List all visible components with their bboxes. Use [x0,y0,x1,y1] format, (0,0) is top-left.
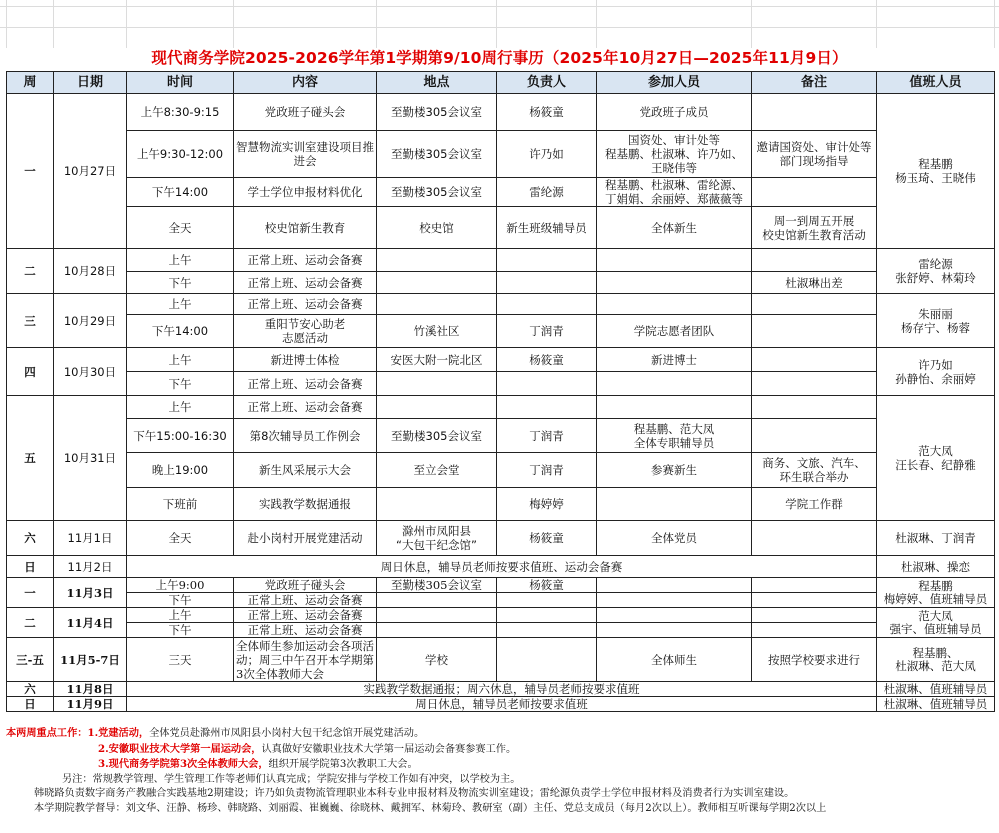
header-time: 时间 [127,72,234,94]
time-cell: 上午 [127,396,234,419]
time-cell: 晚上19:00 [127,453,234,488]
notes-cell: 按照学校要求进行 [752,638,877,682]
participants-cell [597,272,752,294]
notes-cell [752,608,877,623]
participants-cell: 全体党员 [597,521,752,556]
place-cell: 至勤楼305会议室 [377,578,497,593]
header-date: 日期 [54,72,127,94]
table-row [7,638,995,682]
notes-cell [752,593,877,608]
content-cell: 正常上班、运动会备赛 [234,294,377,315]
table-row [7,94,995,131]
date-cell: 10月28日 [54,249,127,294]
weekday-cell: 六 [7,682,54,697]
table-row [7,608,995,623]
content-cell: 实践教学数据通报 [234,488,377,521]
table-row [7,372,995,396]
notes-cell: 邀请国资处、审计处等部门现场指导 [752,131,877,178]
place-cell [377,396,497,419]
participants-cell [597,249,752,272]
table-row [7,131,995,178]
duty-cell: 程基鹏、 杜淑琳、范大凤 [877,638,995,682]
participants-cell: 学院志愿者团队 [597,315,752,348]
time-cell: 下午 [127,623,234,638]
lead-cell [497,294,597,315]
place-cell: 竹溪社区 [377,315,497,348]
lead-cell [497,623,597,638]
lead-cell: 杨筱童 [497,521,597,556]
content-cell: 智慧物流实训室建设项目推进会 [234,131,377,178]
time-cell: 下午 [127,372,234,396]
notes-cell [752,623,877,638]
duty-cell: 程基鹏 梅婷婷、值班辅导员 [877,578,995,608]
participants-cell: 国资处、审计处等 程基鹏、杜淑琳、许乃如、 王晓伟等 [597,131,752,178]
lead-cell [497,593,597,608]
content-cell: 正常上班、运动会备赛 [234,623,377,638]
table-row [7,593,995,608]
note-line-3 [6,757,996,773]
table-row [7,521,995,556]
duty-cell: 杜淑琳、操恋 [877,556,995,578]
duty-cell: 杜淑琳、值班辅导员 [877,682,995,697]
notes-cell [752,315,877,348]
lead-cell: 许乃如 [497,131,597,178]
table-row [7,488,995,521]
note-item-1-title: 1.党建活动， [87,727,150,739]
lead-cell: 杨筱童 [497,348,597,372]
note-heading: 本两周重点工作： [6,727,88,739]
lead-cell: 杨筱童 [497,94,597,131]
place-cell [377,593,497,608]
note-item-3-title: 3.现代商务学院第3次全体教师大会， [98,758,269,771]
time-cell: 上午 [127,294,234,315]
date-cell: 10月27日 [54,94,127,249]
table-row [7,315,995,348]
participants-cell: 参赛新生 [597,453,752,488]
note-item-1-text: 全体党员赴滁州市凤阳县小岗村大包干纪念馆开展党建活动。 [149,728,425,739]
content-cell: 第8次辅导员工作例会 [234,419,377,453]
table-row [7,249,995,272]
participants-cell: 新进博士 [597,348,752,372]
notes-cell: 学院工作群 [752,488,877,521]
lead-cell: 杨筱童 [497,578,597,593]
place-cell [377,623,497,638]
weekday-cell: 二 [7,608,54,638]
schedule-table [6,71,995,712]
content-cell: 正常上班、运动会备赛 [234,249,377,272]
lead-cell: 丁润青 [497,315,597,348]
table-row [7,697,995,712]
content-cell: 赴小岗村开展党建活动 [234,521,377,556]
content-cell: 重阳节安心助老 志愿活动 [234,315,377,348]
place-cell [377,249,497,272]
table-row [7,556,995,578]
weekday-cell: 三 [7,294,54,348]
participants-cell: 全体新生 [597,207,752,249]
notes-cell [752,419,877,453]
weekday-cell: 四 [7,348,54,396]
content-cell: 校史馆新生教育 [234,207,377,249]
participants-cell [597,396,752,419]
content-cell: 新进博士体检 [234,348,377,372]
duty-cell: 程基鹏 杨玉琦、王晓伟 [877,94,995,249]
duty-cell: 范大凤 汪长春、纪静雅 [877,396,995,521]
time-cell: 上午9:00 [127,578,234,593]
weekday-cell: 日 [7,556,54,578]
weekday-cell: 五 [7,396,54,521]
date-cell: 10月29日 [54,294,127,348]
weekday-cell: 日 [7,697,54,712]
date-cell: 10月30日 [54,348,127,396]
lead-cell: 新生班级辅导员 [497,207,597,249]
header-lead: 负责人 [497,72,597,94]
date-cell: 11月4日 [54,608,127,638]
notes-cell [752,521,877,556]
date-cell: 11月8日 [54,682,127,697]
note-item-3-text: 组织开展学院第3次教职工大会。 [268,759,418,771]
time-cell: 三天 [127,638,234,682]
duty-cell: 杜淑琳、值班辅导员 [877,697,995,712]
table-row [7,396,995,419]
note-line-5: 韩晓路负责数字商务产教融合实践基地2期建设；许乃如负责物流管理职业本科专业申报材料及物流实训室建设；雷纶源负责学士学位申报材料及消费者行为实训室建设。 [34,788,795,800]
table-row [7,207,995,249]
page-title: 现代商务学院2025-2026学年第1学期第9/10周行事历（2025年10月27日—2025年11月9日） [151,49,848,67]
note-line-1 [6,726,996,742]
content-cell: 党政班子碰头会 [234,578,377,593]
lead-cell [497,372,597,396]
content-cell: 正常上班、运动会备赛 [234,608,377,623]
note-line-6: 本学期院教学督导：刘文华、汪静、杨珍、韩晓路、刘丽霞、崔巍巍、徐晓林、戴拥军、林菊玲、教研室（副）主任、党总支成员（每月2次以上）。教师相互听课每学期2次以上 [34,802,827,814]
table-row [7,419,995,453]
content-cell: 周日休息，辅导员老师按要求值班、运动会备赛 [127,556,877,578]
participants-cell: 程基鹏、范大凤 全体专职辅导员 [597,419,752,453]
content-cell: 新生风采展示大会 [234,453,377,488]
content-cell: 实践教学数据通报；周六休息，辅导员老师按要求值班 [127,682,877,697]
note-item-2-text: 认真做好安徽职业技术大学第一届运动会备赛参赛工作。 [261,743,517,755]
place-cell: 至立会堂 [377,453,497,488]
content-cell: 正常上班、运动会备赛 [234,396,377,419]
time-cell: 上午9:30-12:00 [127,131,234,178]
duty-cell: 许乃如 孙静怡、余丽婷 [877,348,995,396]
time-cell: 下午15:00-16:30 [127,419,234,453]
place-cell: 滁州市凤阳县 “大包干纪念馆” [377,521,497,556]
participants-cell: 全体师生 [597,638,752,682]
lead-cell: 丁润青 [497,419,597,453]
place-cell [377,272,497,294]
table-row [7,272,995,294]
content-cell: 正常上班、运动会备赛 [234,593,377,608]
time-cell: 全天 [127,521,234,556]
place-cell: 学校 [377,638,497,682]
time-cell: 全天 [127,207,234,249]
notes-cell: 周一到周五开展 校史馆新生教育活动 [752,207,877,249]
duty-cell: 雷纶源 张舒婷、林菊玲 [877,249,995,294]
notes-cell [752,249,877,272]
notes-cell: 商务、文旅、汽车、 环生联合举办 [752,453,877,488]
participants-cell [597,294,752,315]
participants-cell [597,578,752,593]
participants-cell [597,623,752,638]
time-cell: 下班前 [127,488,234,521]
place-cell [377,294,497,315]
date-cell: 10月31日 [54,396,127,521]
table-row [7,623,995,638]
header-place: 地点 [377,72,497,94]
content-cell: 党政班子碰头会 [234,94,377,131]
participants-cell [597,488,752,521]
place-cell: 至勤楼305会议室 [377,131,497,178]
note-line-4: 另注：常规教学管理、学生管理工作等老师们认真完成；学院安排与学校工作如有冲突，以学校为主。 [62,773,521,785]
date-cell: 11月2日 [54,556,127,578]
content-cell: 正常上班、运动会备赛 [234,272,377,294]
notes-cell [752,178,877,207]
notes-cell [752,348,877,372]
notes-cell [752,578,877,593]
lead-cell: 丁润青 [497,453,597,488]
notes-cell [752,294,877,315]
lead-cell [497,608,597,623]
table-row [7,578,995,593]
duty-cell: 范大凤 强宇、值班辅导员 [877,608,995,638]
participants-cell: 程基鹏、杜淑琳、雷纶源、 丁娟娟、余丽婷、郑薇薇等 [597,178,752,207]
notes-cell [752,396,877,419]
place-cell: 至勤楼305会议室 [377,178,497,207]
table-row [7,348,995,372]
time-cell: 上午 [127,348,234,372]
place-cell: 安医大附一院北区 [377,348,497,372]
lead-cell [497,272,597,294]
place-cell [377,488,497,521]
participants-cell [597,608,752,623]
notes-cell [752,372,877,396]
key-work-notes [6,726,996,817]
note-line-2 [6,742,996,758]
place-cell: 至勤楼305会议室 [377,94,497,131]
lead-cell: 梅婷婷 [497,488,597,521]
header-content: 内容 [234,72,377,94]
lead-cell: 雷纶源 [497,178,597,207]
time-cell: 下午 [127,272,234,294]
table-row [7,178,995,207]
notes-cell [752,94,877,131]
time-cell: 上午 [127,608,234,623]
header-duty: 值班人员 [877,72,995,94]
time-cell: 下午14:00 [127,315,234,348]
time-cell: 下午14:00 [127,178,234,207]
participants-cell: 党政班子成员 [597,94,752,131]
content-cell: 正常上班、运动会备赛 [234,372,377,396]
place-cell: 至勤楼305会议室 [377,419,497,453]
content-cell: 学士学位申报材料优化 [234,178,377,207]
place-cell [377,372,497,396]
date-cell: 11月9日 [54,697,127,712]
header-row [7,72,995,94]
time-cell: 上午8:30-9:15 [127,94,234,131]
date-cell: 11月3日 [54,578,127,608]
lead-cell [497,249,597,272]
time-cell: 下午 [127,593,234,608]
lead-cell [497,638,597,682]
weekday-cell: 一 [7,94,54,249]
content-cell: 周日休息，辅导员老师按要求值班 [127,697,877,712]
weekday-cell: 六 [7,521,54,556]
weekday-cell: 三-五 [7,638,54,682]
time-cell: 上午 [127,249,234,272]
duty-cell: 杜淑琳、丁润青 [877,521,995,556]
participants-cell [597,372,752,396]
date-cell: 11月1日 [54,521,127,556]
place-cell: 校史馆 [377,207,497,249]
participants-cell [597,593,752,608]
header-notes: 备注 [752,72,877,94]
table-row [7,294,995,315]
table-row [7,682,995,697]
header-participants: 参加人员 [597,72,752,94]
weekday-cell: 一 [7,578,54,608]
header-week: 周 [7,72,54,94]
lead-cell [497,396,597,419]
content-cell: 全体师生参加运动会各项活动；周三中午召开本学期第3次全体教师大会 [234,638,377,682]
place-cell [377,608,497,623]
notes-cell: 杜淑琳出差 [752,272,877,294]
table-row [7,453,995,488]
note-item-2-title: 2.安徽职业技术大学第一届运动会， [98,742,262,755]
weekday-cell: 二 [7,249,54,294]
duty-cell: 朱丽丽 杨存宁、杨蓉 [877,294,995,348]
date-cell: 11月5-7日 [54,638,127,682]
